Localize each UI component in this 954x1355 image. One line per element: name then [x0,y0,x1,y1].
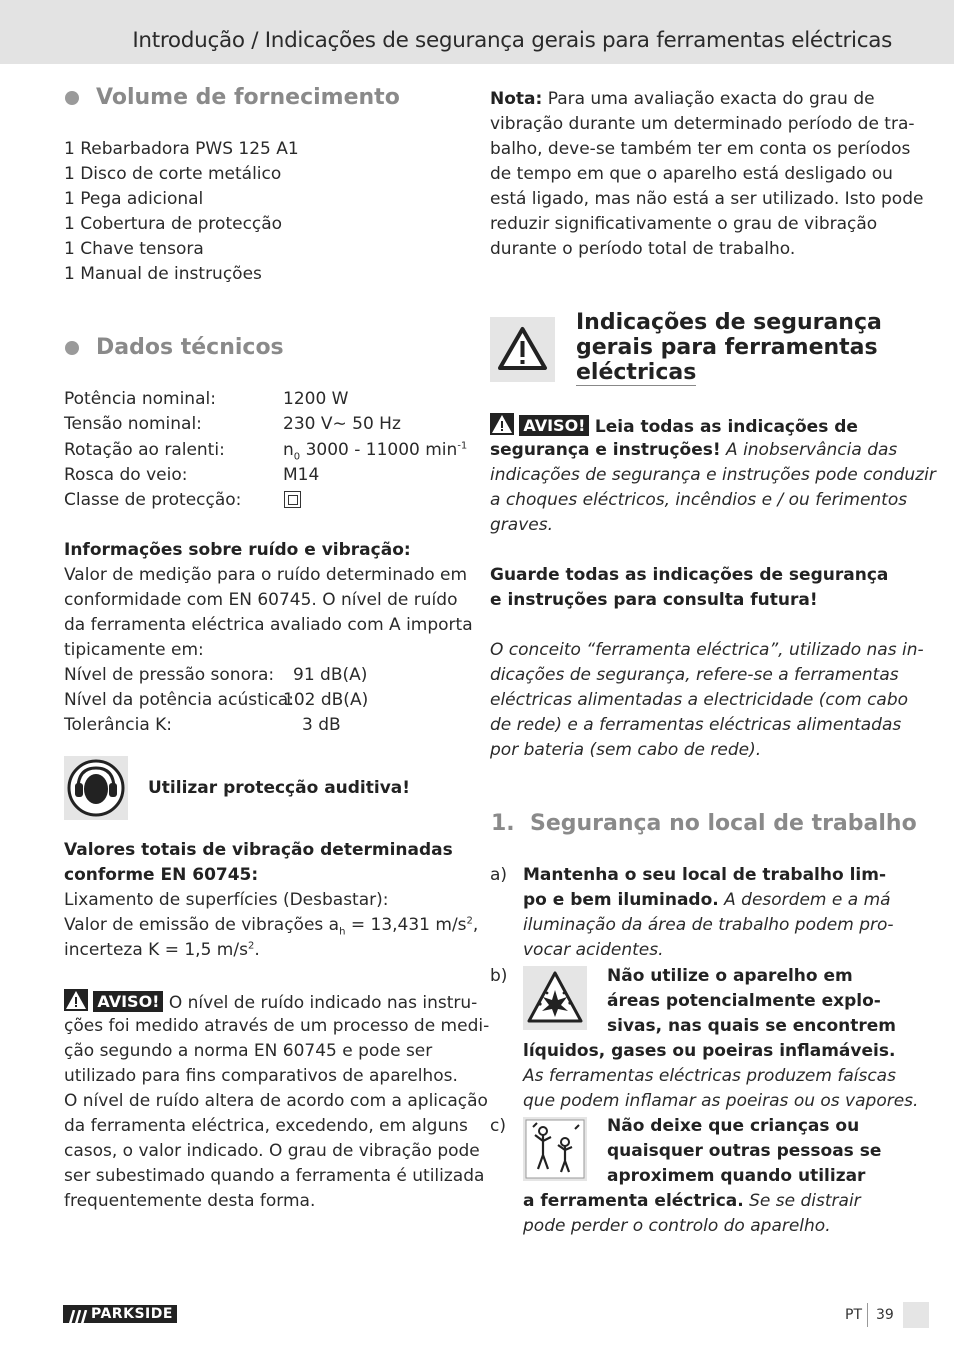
row-label: Rotação ao ralenti: [64,440,225,460]
item-italic: que podem inflamar as poeiras ou os vapores. [523,1091,919,1111]
item-label: c) [490,1116,506,1136]
page-title: Introdução / Indicações de segurança gerais para ferramentas eléctricas [132,28,892,53]
text-sup: 2 [247,940,255,952]
item-italic: A desordem e a má [718,890,891,910]
note-line: reduzir significativamente o grau de vibração [490,214,878,234]
text-part: = 13,431 m/s [345,915,467,935]
aviso-italic-text: A inobservância das [726,440,898,460]
item-line [523,1189,861,1214]
list-item: 1 Pega adicional [64,189,204,209]
aviso-first-line [490,413,936,438]
vibration-line [64,913,478,938]
brand-name: PARKSIDE [91,1306,173,1322]
table-row [64,412,202,437]
item-italic: As ferramentas eléctricas produzem faíscas [523,1066,896,1086]
hearing-text: Utilizar protecção auditiva! [148,778,411,798]
aviso-bold-text: segurança e instruções! [490,440,721,460]
table-row [64,463,187,488]
row-value: M14 [283,465,320,485]
noise-heading: Informações sobre ruído e vibração: [64,540,411,560]
item-bold: Mantenha o seu local de trabalho lim- [523,865,887,885]
safety-heading-line: gerais para ferramentas [576,335,878,360]
item-a [523,863,894,963]
page-tab-marker [903,1302,929,1328]
item-line [523,888,894,913]
aviso-bold-text: Leia todas as indicações de [594,417,858,437]
keep-line: e instruções para consulta futura! [490,590,818,610]
list-item: 1 Chave tensora [64,239,204,259]
warning-triangle-icon [64,989,88,1011]
noise-row-label: Nível da potência acústica: [64,690,294,710]
workplace-heading: 1. Segurança no local de trabalho [491,811,917,836]
safety-heading-line: Indicações de segurança [576,310,882,335]
note-text: Para uma avaliação exacta do grau de [547,89,875,109]
list-item: 1 Manual de instruções [64,264,262,284]
item-italic: Se se distrair [743,1191,861,1211]
noise-warning [64,989,489,1214]
keep-instructions [490,563,888,613]
vibration-heading: conforme EN 60745: [64,865,259,885]
list-item: 1 Rebarbadora PWS 125 A1 [64,139,299,159]
item-bold: po e bem iluminado. [523,890,719,910]
text-part: . [254,940,260,960]
item-bold: a ferramenta eléctrica. [523,1191,744,1211]
item-bold: Não utilize o aparelho em [607,966,853,986]
warning-line: O nível de ruído altera de acordo com a aplicação [64,1091,488,1111]
warning-line: ser subestimado quando a ferramenta é utilizada [64,1166,485,1186]
text-part: incerteza K = 1,5 m/s [64,940,248,960]
row-label: Rosca do veio: [64,465,188,485]
aviso-line: indicações de segurança e instruções pode conduzir [490,465,936,485]
value-prefix: n [283,440,294,460]
concept-line: de rede) e a ferramentas eléctricas alimentadas [490,715,902,735]
item-bold: quaisquer outras pessoas se [607,1141,882,1161]
note-line: de tempo em que o aparelho está desligado ou [490,164,893,184]
noise-row-value: 3 dB [302,715,341,735]
noise-line: tipicamente em: [64,640,204,660]
note-label: Nota: [490,89,543,109]
text-sub: h [339,926,346,938]
warning-first-line [64,989,489,1014]
concept-line: dicações de segurança, refere-se a ferramentas [490,665,899,685]
aviso-line [490,438,936,463]
page-header [0,0,954,64]
value-main: 3000 - 11000 min [305,440,458,460]
item-italic: pode perder o controlo do aparelho. [523,1216,831,1236]
vibration-line [64,938,478,963]
concept-line: eléctricas alimentadas a electricidade (com cabo [490,690,909,710]
row-value: 1200 W [283,389,349,409]
table-row [64,387,216,412]
item-label: b) [490,966,508,986]
aviso-read-block [490,413,936,538]
text-part: Valor de emissão de vibrações a [64,915,340,935]
noise-line: Valor de medição para o ruído determinado em [64,565,468,585]
noise-row-label: Tolerância K: [64,715,173,735]
warning-line: da ferramenta eléctrica, excedendo, em alguns [64,1116,468,1136]
row-label: Potência nominal: [64,389,216,409]
page-divider [867,1303,868,1327]
concept-paragraph [490,638,924,763]
item-bold: sivas, nas quais se encontrem [607,1016,897,1036]
keep-children-away-icon [523,1117,587,1181]
item-bold: Não deixe que crianças ou [607,1116,860,1136]
note-line: durante o período total de trabalho. [490,239,796,259]
note-line: balho, deve-se também ter em conta os períodos [490,139,911,159]
vibration-heading: Valores totais de vibração determinadas [64,840,453,860]
aviso-line: a choques eléctricos, incêndios e / ou ferimentos [490,490,908,510]
warning-line: utilizado para fins comparativos de aparelhos. [64,1066,458,1086]
item-b-tail [523,1039,918,1114]
concept-line: O conceito “ferramenta eléctrica”, utilizado nas in- [490,640,924,660]
vibration-block [64,838,478,963]
item-bold: áreas potencialmente explo- [607,991,881,1011]
warning-line: frequentemente desta forma. [64,1191,316,1211]
row-value [283,438,467,463]
text-sup: 2 [466,915,473,927]
aviso-badge: AVISO! [93,991,163,1012]
noise-row-value: 91 dB(A) [293,665,368,685]
hearing-protection-icon [64,756,128,820]
table-row [64,438,225,463]
item-bold: líquidos, gases ou poeiras inflamáveis. [523,1041,896,1061]
section-bullet [65,341,79,355]
protection-class-icon [284,491,301,508]
safety-warning-icon [490,317,555,382]
item-b [607,964,896,1039]
text-part: , [472,915,479,935]
table-row [64,488,241,513]
language-code: PT [845,1307,862,1323]
warning-line: casos, o valor indicado. O grau de vibração pode [64,1141,480,1161]
note-line: está ligado, mas não está a ser utilizado. Isto pode [490,189,924,209]
warning-line: ções foi medido através de um processo de medi- [64,1016,490,1036]
vibration-line: Lixamento de superfícies (Desbastar): [64,890,389,910]
safety-heading [576,310,882,386]
explosion-icon [523,966,587,1030]
row-value: 230 V∼ 50 Hz [283,414,401,434]
item-bold: aproximem quando utilizar [607,1166,866,1186]
parkside-logo [63,1305,177,1323]
aviso-badge: AVISO! [519,415,589,436]
row-label: Classe de protecção: [64,490,242,510]
noise-line: conformidade com EN 60745. O nível de ruído [64,590,458,610]
list-item: 1 Cobertura de protecção [64,214,283,234]
item-c [607,1114,881,1189]
warning-triangle-icon [490,413,514,435]
section-bullet [65,91,79,105]
noise-line: da ferramenta eléctrica avaliado com A importa [64,615,473,635]
warning-line: ção segundo a norma EN 60745 e pode ser [64,1041,433,1061]
safety-heading-line: eléctricas [576,360,697,385]
noise-row-label: Nível de pressão sonora: [64,665,275,685]
supply-heading: Volume de fornecimento [96,85,400,110]
note-line: vibração durante um determinado período de tra- [490,114,915,134]
noise-block [64,538,473,663]
value-sub: 0 [293,451,301,463]
item-label: a) [490,865,508,885]
list-item: 1 Disco de corte metálico [64,164,282,184]
supply-list [64,137,299,287]
logo-stripes-icon [67,1307,89,1321]
item-italic: iluminação da área de trabalho podem pro- [523,915,894,935]
concept-line: por bateria (sem cabo de rede). [490,740,762,760]
tech-heading: Dados técnicos [96,335,284,360]
page-number: 39 [876,1307,894,1323]
warning-text: O nível de ruído indicado nas instru- [168,993,478,1013]
value-sup: -1 [457,440,468,452]
note-first-line [490,87,923,112]
noise-row-value: 102 dB(A) [283,690,369,710]
row-label: Tensão nominal: [64,414,202,434]
keep-line: Guarde todas as indicações de segurança [490,565,889,585]
note-block [490,87,923,262]
item-c-tail [523,1189,861,1239]
aviso-line: graves. [490,515,553,535]
item-italic: vocar acidentes. [523,940,664,960]
